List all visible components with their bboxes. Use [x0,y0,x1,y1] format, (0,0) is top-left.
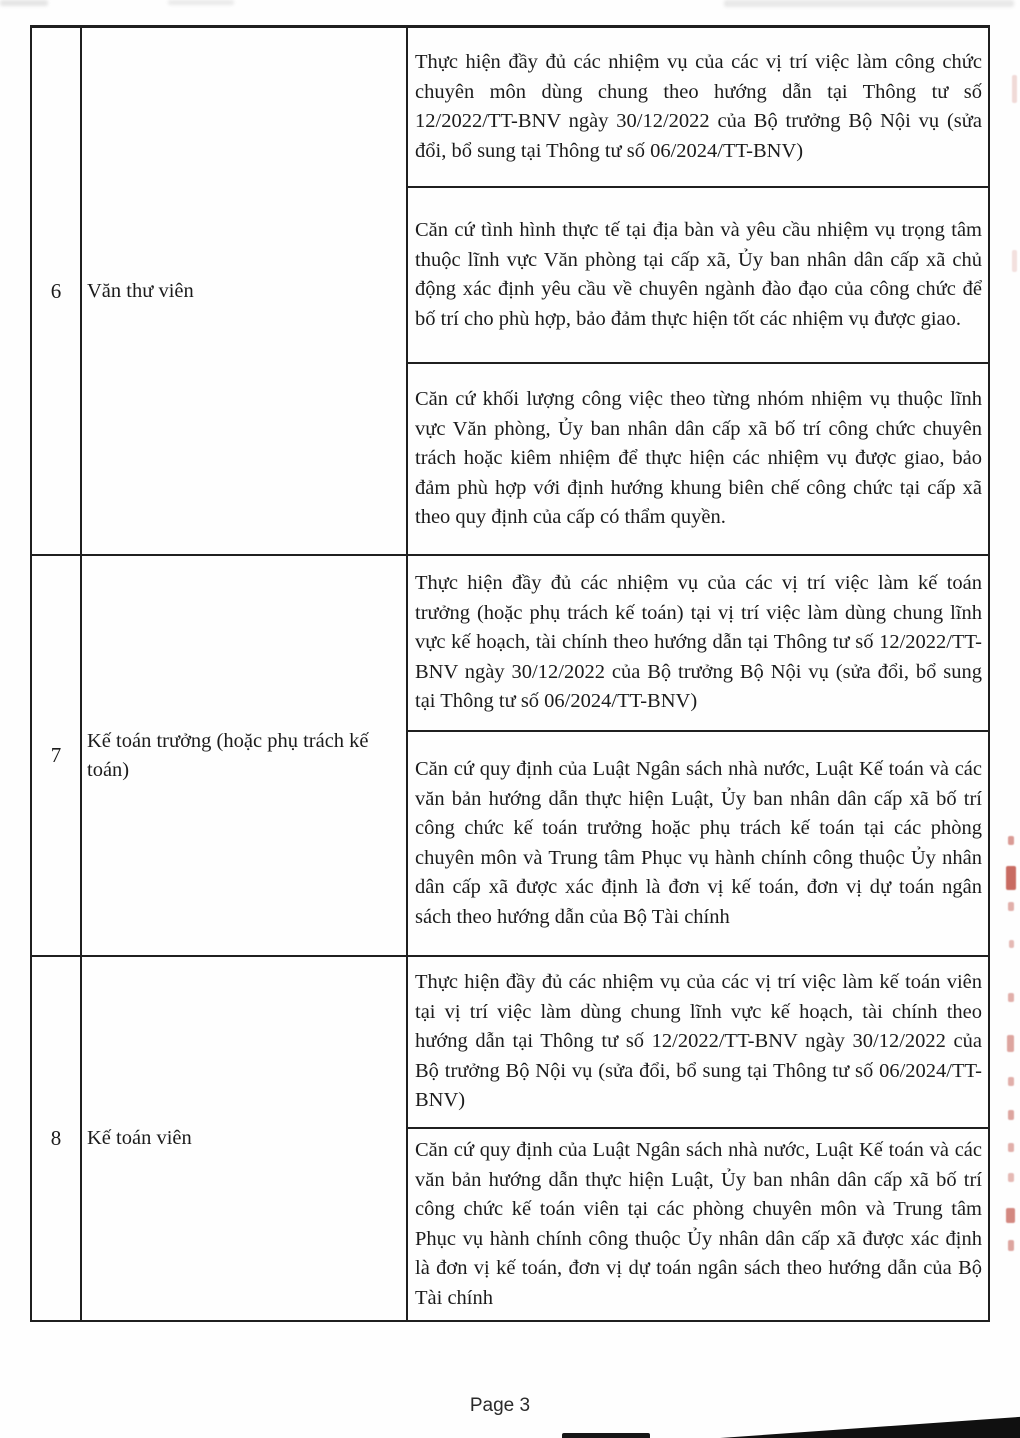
duty-item [408,28,988,188]
row-number-cell [32,28,82,554]
duty-text: Căn cứ quy định của Luật Ngân sách nhà nước, Luật Kế toán và các văn bản hướng dẫn thực hiện Luật, Ủy ban nhân dân cấp xã bố trí công chức kế toán viên tại các phòng chuyên môn và Trung tâm Phục vụ hành chính công thuộc Ủy nhân dân cấp xã được xác định là đơn vị kế toán, đơn vị dự toán ngân sách theo hướng dẫn của Bộ Tài chính [415,1139,982,1309]
row-number: 6 [50,278,62,303]
red-ink-artifact [1006,866,1016,890]
page-number-label: Page 3 [469,1395,531,1416]
duty-item [408,556,988,732]
scan-smudge-top-mid [168,0,234,5]
duty-item [408,188,988,364]
duty-text: Căn cứ khối lượng công việc theo từng nhóm nhiệm vụ thuộc lĩnh vực Văn phòng, Ủy ban nhân dân cấp xã bố trí công chức chuyên trách hoặc kiêm nhiệm để thực hiện các nhiệm vụ được giao, bảo đảm phù hợp với định hướng khung biên chế công chức tại cấp xã theo quy định của cấp có thẩm quyền. [415,388,982,529]
duty-text: Căn cứ tình hình thực tế tại địa bàn và yêu cầu nhiệm vụ trọng tâm thuộc lĩnh vực Văn phòng tại cấp xã, Ủy ban nhân dân cấp xã chủ động xác định yêu cầu về chuyên ngành đào đạo của công chức để bố trí cho phù hợp, bảo đảm thực hiện tốt các nhiệm vụ được giao. [415,219,982,330]
red-ink-artifact [1008,1240,1014,1251]
red-ink-artifact [1008,902,1014,911]
position-title-cell [82,28,408,554]
position-title: Văn thư viên [87,279,194,302]
scan-shadow-corner [720,1414,1020,1438]
position-title-cell [82,957,408,1320]
red-ink-artifact [1008,1110,1014,1120]
red-ink-artifact [1008,1077,1014,1086]
duties-cell [408,28,988,554]
duty-item [408,957,988,1129]
scan-smudge-top-right [724,0,1014,7]
duties-cell [408,957,988,1320]
job-positions-table [30,25,990,1322]
red-ink-artifact [1008,836,1014,845]
duty-text: Thực hiện đầy đủ các nhiệm vụ của các vị trí việc làm kế toán viên tại vị trí việc làm dùng chung lĩnh vực kế hoạch, tài chính theo hướng dẫn tại Thông tư số 12/2022/TT-BNV ngày 30/12/2022 của Bộ trưởng Bộ Nội vụ (sửa đổi, bổ sung tại Thông tư số 06/2024/TT-BNV) [415,971,982,1112]
position-title: Kế toán viên [87,1127,192,1149]
duty-text: Thực hiện đầy đủ các nhiệm vụ của các vị trí việc làm công chức chuyên môn dùng chung theo hướng dẫn tại Thông tư số 12/2022/TT-BNV ngày 30/12/2022 của Bộ trưởng Bộ Nội vụ (sửa đổi, bổ sung tại Thông tư số 06/2024/TT-BNV) [415,51,982,162]
red-ink-artifact [1007,1035,1014,1052]
red-ink-artifact [1008,993,1014,1002]
duty-item [408,364,988,554]
red-ink-artifact [1008,1173,1014,1182]
duty-text: Thực hiện đầy đủ các nhiệm vụ của các vị trí việc làm kế toán trưởng (hoặc phụ trách kế toán) tại vị trí việc làm dùng chung lĩnh vực kế hoạch, tài chính theo hướng dẫn tại Thông tư số 12/2022/TT-BNV ngày 30/12/2022 của Bộ trưởng Bộ Nội vụ (sửa đổi, bổ sung tại Thông tư số 06/2024/TT-BNV) [415,572,982,713]
red-ink-artifact [1008,1143,1014,1152]
table-row [32,28,988,556]
red-ink-artifact [1012,250,1017,272]
row-number-cell [32,556,82,955]
table-row [32,957,988,1320]
row-number: 8 [50,1126,62,1150]
red-ink-artifact [1012,75,1017,103]
row-number: 7 [50,743,62,767]
scan-smudge-top-left [0,0,48,6]
position-title-cell [82,556,408,955]
red-ink-artifact [1009,940,1014,948]
position-title: Kế toán trưởng (hoặc phụ trách kế toán) [87,729,369,781]
duty-text: Căn cứ quy định của Luật Ngân sách nhà nước, Luật Kế toán và các văn bản hướng dẫn thực hiện Luật, Ủy ban nhân dân cấp xã bố trí công chức kế toán trưởng hoặc phụ trách kế toán tại các phòng chuyên môn và Trung tâm Phục vụ hành chính công thuộc Ủy nhân dân cấp xã được xác định là đơn vị kế toán, đơn vị dự toán ngân sách theo hướng dẫn của Bộ Tài chính [415,758,982,928]
duty-item [408,732,988,955]
table-row [32,556,988,957]
row-number-cell [32,957,82,1320]
duties-cell [408,556,988,955]
page-footer [0,1395,1000,1417]
scan-shadow-bar [562,1433,650,1438]
duty-item [408,1129,988,1320]
red-ink-artifact [1006,1208,1015,1223]
